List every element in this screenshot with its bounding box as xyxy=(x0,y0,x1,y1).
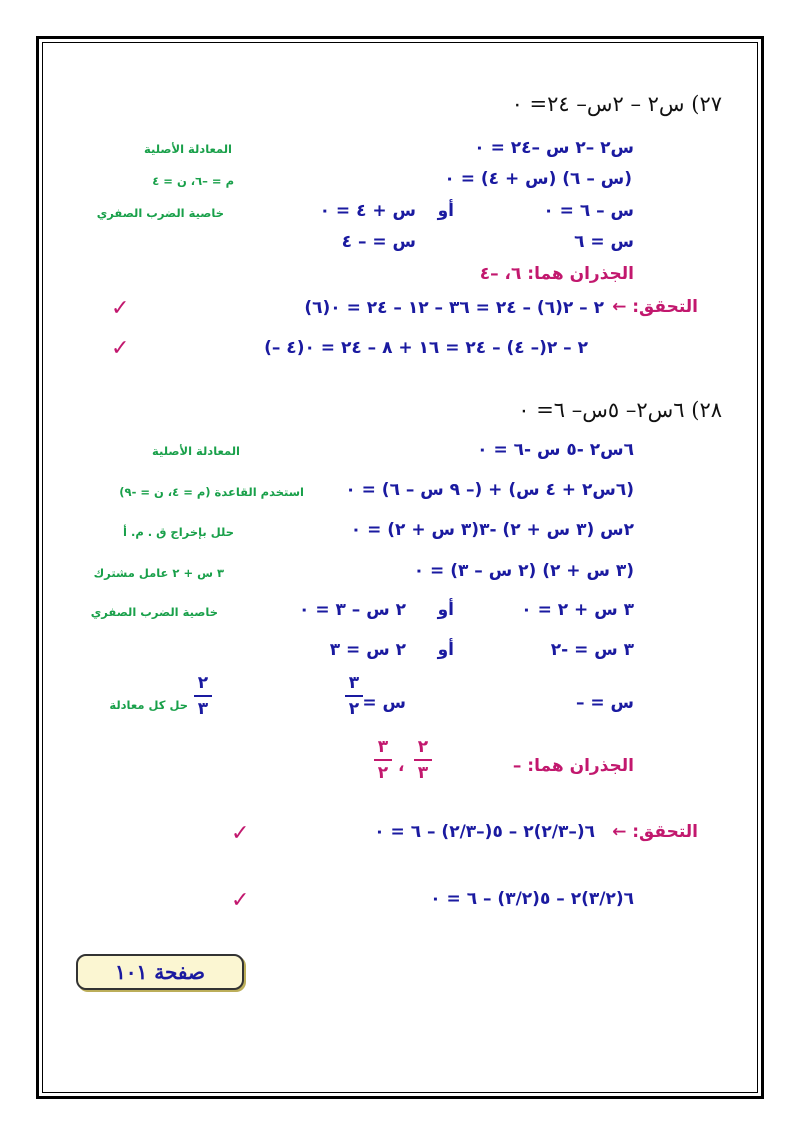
p27-step-2: (س – ٦) (س + ٤) = ٠ xyxy=(444,169,632,189)
page-number: صفحة ١٠١ xyxy=(115,960,205,984)
fraction-numerator: ٣ xyxy=(377,737,389,757)
p27-roots: الجذران هما: ٦، –٤ xyxy=(479,264,634,284)
p28-step-7b-lhs: س = xyxy=(362,693,406,713)
fraction-bar xyxy=(345,695,363,697)
p28-step-5b: ٢ س – ٣ = ٠ xyxy=(299,600,406,620)
p28-root-1 xyxy=(412,736,434,784)
p27-or-1: أو xyxy=(437,201,454,221)
page-number-badge xyxy=(76,954,244,990)
fraction-bar xyxy=(414,759,432,761)
p28-step-3: ٢س (٣ س + ٢) -٣(٣ س + ٢) = ٠ xyxy=(350,520,634,540)
checkmark-icon: ✓ xyxy=(231,888,250,913)
p27-check-label: التحقق: ← xyxy=(612,297,698,317)
p27-note-2: م = –٦، ن = ٤ xyxy=(152,174,234,188)
p28-or-2: أو xyxy=(437,640,454,660)
checkmark-icon: ✓ xyxy=(111,296,130,321)
p28-step-6b: ٢ س = ٣ xyxy=(329,640,406,660)
p28-fraction-2 xyxy=(343,672,365,720)
fraction-denominator: ٢ xyxy=(348,699,360,719)
p28-step-2: (٦س٢ + ٤ س) + (– ٩ س – ٦) = ٠ xyxy=(345,480,634,500)
p27-check-2: (– ٤)٢ – ٢(– ٤) – ٢٤ = ١٦ + ٨ – ٢٤ = ٠ xyxy=(264,338,588,358)
p28-step-1: ٦س٢ -٥ س -٦ = ٠ xyxy=(477,440,634,460)
fraction-denominator: ٣ xyxy=(417,763,429,783)
p28-or-1: أو xyxy=(437,600,454,620)
p28-roots-label: الجذران هما: – xyxy=(512,756,634,776)
p28-note-1: المعادلة الأصلية xyxy=(152,444,240,458)
fraction-denominator: ٢ xyxy=(377,763,389,783)
p28-root-2 xyxy=(372,736,394,784)
p27-step-3b: س + ٤ = ٠ xyxy=(319,201,416,221)
p28-step-4: (٣ س + ٢) (٢ س – ٣) = ٠ xyxy=(413,561,634,581)
fraction-numerator: ٣ xyxy=(348,673,360,693)
fraction-numerator: ٢ xyxy=(417,737,429,757)
p28-check-label: التحقق: ← xyxy=(612,822,698,842)
p28-fraction-1 xyxy=(192,672,214,720)
p28-note-5: خاصية الضرب الصفري xyxy=(90,605,218,619)
problem-27-header: ٢٧) س٢ – ٢س– ٢٤= ٠ xyxy=(511,92,722,116)
p28-check-2: ٦(٣/٢)٢ – ٥(٣/٢) – ٦ = ٠ xyxy=(430,889,634,909)
p27-check-1: (٦)٢ – ٢(٦) – ٢٤ = ٣٦ – ١٢ – ٢٤ = ٠ xyxy=(304,298,604,318)
p28-note-3: حلل بإخراج ق . م. أ xyxy=(123,525,234,539)
checkmark-icon: ✓ xyxy=(111,336,130,361)
p27-note-3: خاصية الضرب الصفري xyxy=(96,206,224,220)
p28-note-4: ٣ س + ٢ عامل مشترك xyxy=(93,566,224,580)
p28-step-6a: ٣ س = -٢ xyxy=(550,640,634,660)
p28-step-5a: ٣ س + ٢ = ٠ xyxy=(521,600,634,620)
p27-step-4a: س = ٦ xyxy=(574,232,634,252)
checkmark-icon: ✓ xyxy=(231,821,250,846)
fraction-denominator: ٣ xyxy=(197,699,209,719)
p27-step-1: س٢ –٢ س –٢٤ = ٠ xyxy=(474,138,634,158)
p28-roots-separator: ، xyxy=(398,756,405,776)
fraction-bar xyxy=(374,759,392,761)
p27-step-3a: س – ٦ = ٠ xyxy=(543,201,634,221)
fraction-bar xyxy=(194,695,212,697)
p28-check-1: ٦(–٢/٣)٢ – ٥(–٢/٣) – ٦ = ٠ xyxy=(374,822,595,842)
problem-28-header: ٢٨) ٦س٢– ٥س– ٦= ٠ xyxy=(518,398,722,422)
p28-step-7a-lhs: س = – xyxy=(575,693,634,713)
p28-note-7: حل كل معادلة xyxy=(109,698,188,712)
p28-note-2: استخدم القاعدة (م = ٤، ن = -٩) xyxy=(119,485,304,499)
fraction-numerator: ٢ xyxy=(197,673,209,693)
p27-note-1: المعادلة الأصلية xyxy=(144,142,232,156)
p27-step-4b: س = – ٤ xyxy=(341,232,416,252)
